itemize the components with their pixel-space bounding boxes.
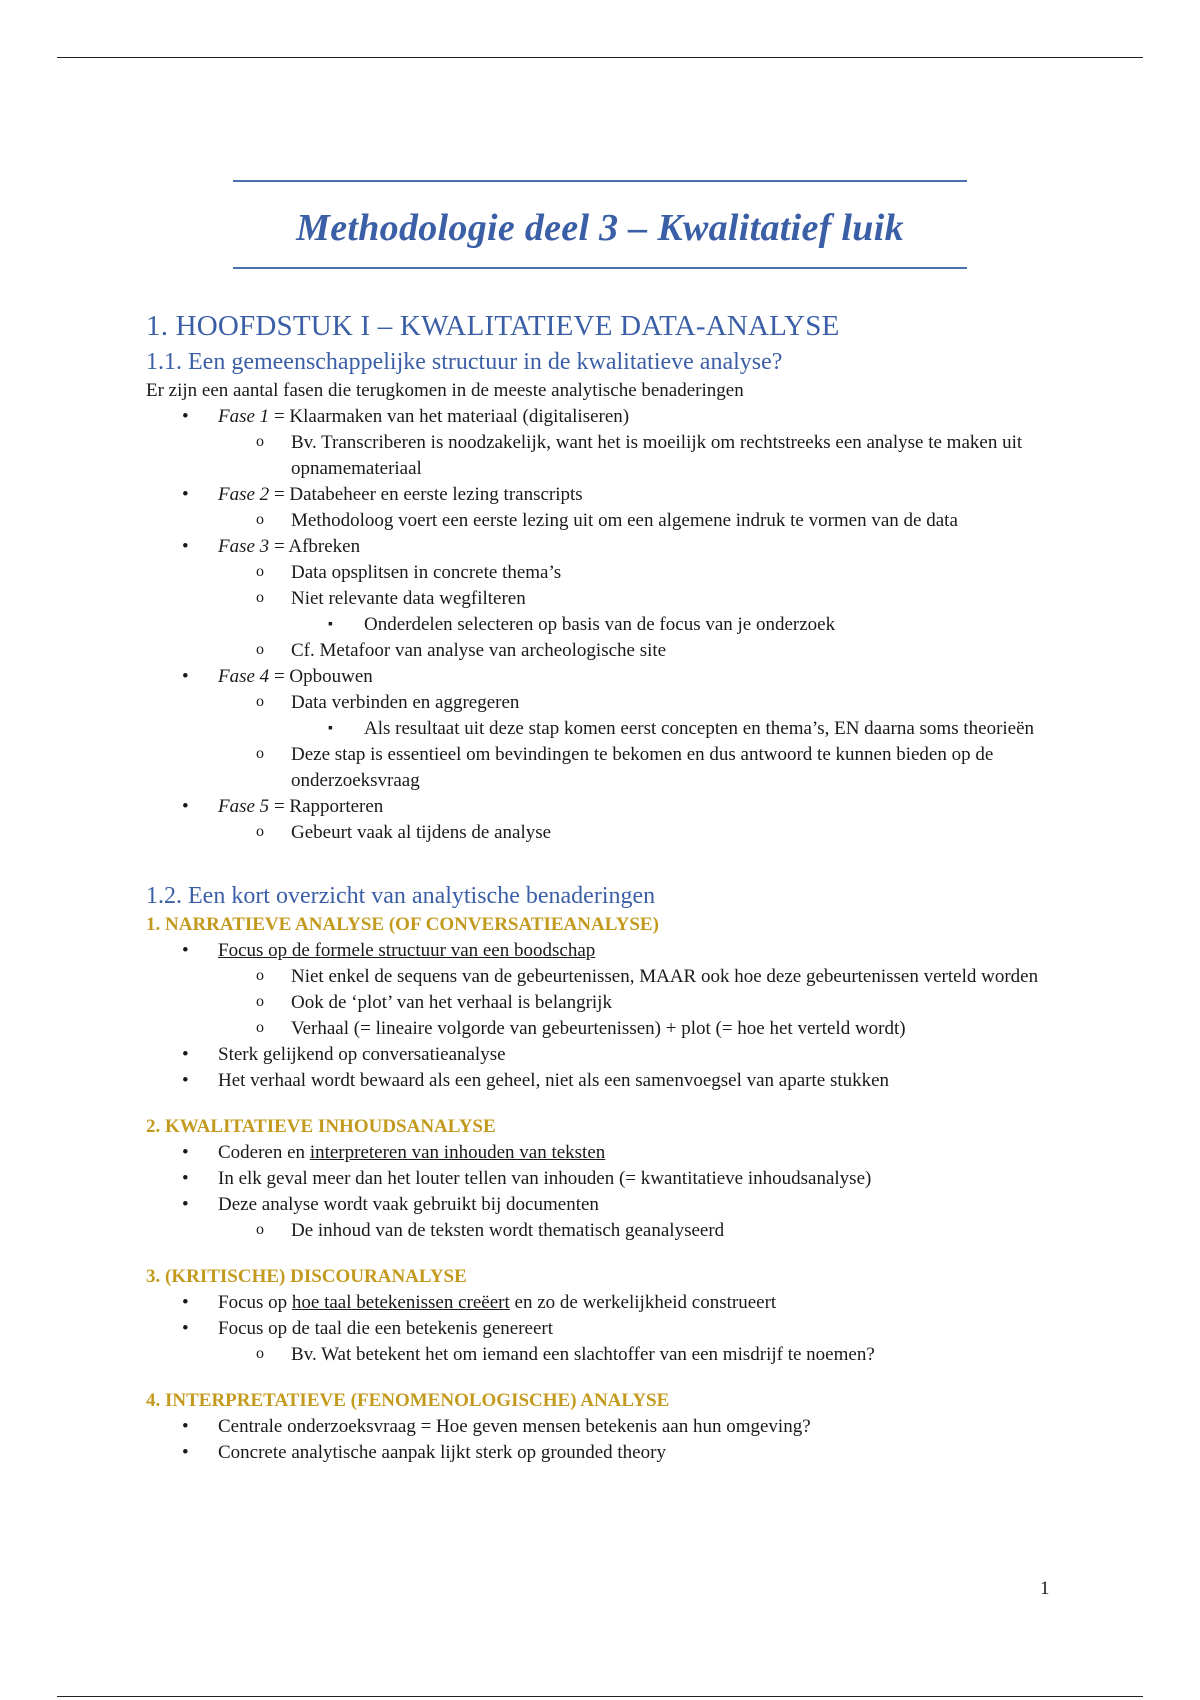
sub-item: o Bv. Wat betekent het om iemand een slachtoffer van een misdrijf te noemen? [218,1342,1066,1368]
page-top-rule [57,57,1143,58]
bullet-text: Coderen en [218,1142,310,1163]
bullet-item: • Sterk gelijkend op conversatieanalyse [146,1042,1066,1068]
sub-item [218,690,1066,742]
phase-text: = Klaarmaken van het materiaal (digitaliseren) [269,406,630,427]
approach-heading-2: 2. KWALITATIEVE INHOUDSANALYSE [146,1116,496,1137]
bullet-text: Focus op de formele structuur van een boodschap [218,940,596,961]
phase-text: = Afbreken [269,536,361,557]
bullet-item [146,1290,1066,1316]
section-heading-1-1: 1.1. Een gemeenschappelijke structuur in de kwalitatieve analyse? [146,349,783,375]
sub-item: o Data opsplitsen in concrete thema’s [218,560,1066,586]
bullet-item [146,938,1066,1042]
bullet-item [146,1140,1066,1166]
sub-sub-item: ▪ Als resultaat uit deze stap komen eerst concepten en thema’s, EN daarna soms theorieën [291,716,1066,742]
phase-label: Fase 1 [218,406,270,427]
bullet-item: • Het verhaal wordt bewaard als een geheel, niet als een samenvoegsel van aparte stukken [146,1068,1066,1094]
bullet-item: • In elk geval meer dan het louter tellen van inhouden (= kwantitatieve inhoudsanalyse) [146,1166,1066,1192]
bullet-item: • Centrale onderzoeksvraag = Hoe geven mensen betekenis aan hun omgeving? [146,1414,1066,1440]
document-title: Methodologie deel 3 – Kwalitatief luik [296,207,904,249]
phase-list [146,404,1066,846]
chapter-heading: 1. HOOFDSTUK I – KWALITATIEVE DATA-ANALYSE [146,310,840,342]
sub-item: o Gebeurt vaak al tijdens de analyse [218,820,1066,846]
section-heading-1-2: 1.2. Een kort overzicht van analytische benaderingen [146,883,656,909]
sub-sub-item: ▪ Onderdelen selecteren op basis van de focus van je onderzoek [291,612,1066,638]
phase-text: = Rapporteren [269,796,384,817]
phase-text: = Opbouwen [269,666,373,687]
sub-item: o Ook de ‘plot’ van het verhaal is belangrijk [218,990,1066,1016]
sub-item: o Cf. Metafoor van analyse van archeologische site [218,638,1066,664]
page-number: 1 [1040,1578,1050,1599]
phase-item [146,794,1066,846]
bullet-text: Deze analyse wordt vaak gebruikt bij documenten [218,1194,599,1215]
title-rule-top [233,180,967,182]
sub-item: o Niet enkel de sequens van de gebeurtenissen, MAAR ook hoe deze gebeurtenissen verteld worden [218,964,1066,990]
page-bottom-rule [57,1696,1143,1697]
bullet-text: Focus op [218,1292,292,1313]
sub-item: o Deze stap is essentieel om bevindingen te bekomen en dus antwoord te kunnen bieden op de onderzoeksvraag [218,742,1066,794]
document-body [146,306,1066,1466]
phase-item [146,404,1066,482]
section-intro: Er zijn een aantal fasen die terugkomen in de meeste analytische benaderingen [146,380,744,401]
approach-heading-4: 4. INTERPRETATIEVE (FENOMENOLOGISCHE) ANALYSE [146,1390,670,1411]
phase-label: Fase 4 [218,666,270,687]
sub-item: o Bv. Transcriberen is noodzakelijk, want het is moeilijk om rechtstreeks een analyse te maken uit opnamemateriaal [218,430,1066,482]
sub-item: o Verhaal (= lineaire volgorde van gebeurtenissen) + plot (= hoe het verteld wordt) [218,1016,1066,1042]
approach-list [146,938,1066,1094]
sub-item: o De inhoud van de teksten wordt thematisch geanalyseerd [218,1218,1066,1244]
phase-item [146,664,1066,794]
approach-list [146,1414,1066,1466]
sub-item [218,586,1066,638]
bullet-item [146,1316,1066,1368]
bullet-item [146,1192,1066,1244]
title-rule-bottom [233,267,967,269]
phase-item [146,482,1066,534]
phase-text: = Databeheer en eerste lezing transcripts [269,484,583,505]
bullet-text-underlined: interpreteren van inhouden van teksten [309,1142,606,1163]
approach-heading-3: 3. (KRITISCHE) DISCOURANALYSE [146,1266,467,1287]
phase-label: Fase 3 [218,536,270,557]
bullet-text-underlined: hoe taal betekenissen creëert [291,1292,510,1313]
sub-item-text: Niet relevante data wegfilteren [291,588,526,609]
bullet-text: en zo de werkelijkheid construeert [509,1292,777,1313]
approach-list [146,1290,1066,1368]
approach-heading-1: 1. NARRATIEVE ANALYSE (OF CONVERSATIEANALYSE) [146,914,659,935]
approach-list [146,1140,1066,1244]
phase-item [146,534,1066,664]
bullet-text: Focus op de taal die een betekenis genereert [218,1318,553,1339]
sub-item-text: Data verbinden en aggregeren [291,692,520,713]
phase-label: Fase 2 [218,484,270,505]
phase-label: Fase 5 [218,796,270,817]
bullet-item: • Concrete analytische aanpak lijkt sterk op grounded theory [146,1440,1066,1466]
sub-item: o Methodoloog voert een eerste lezing uit om een algemene indruk te vormen van de data [218,508,1066,534]
